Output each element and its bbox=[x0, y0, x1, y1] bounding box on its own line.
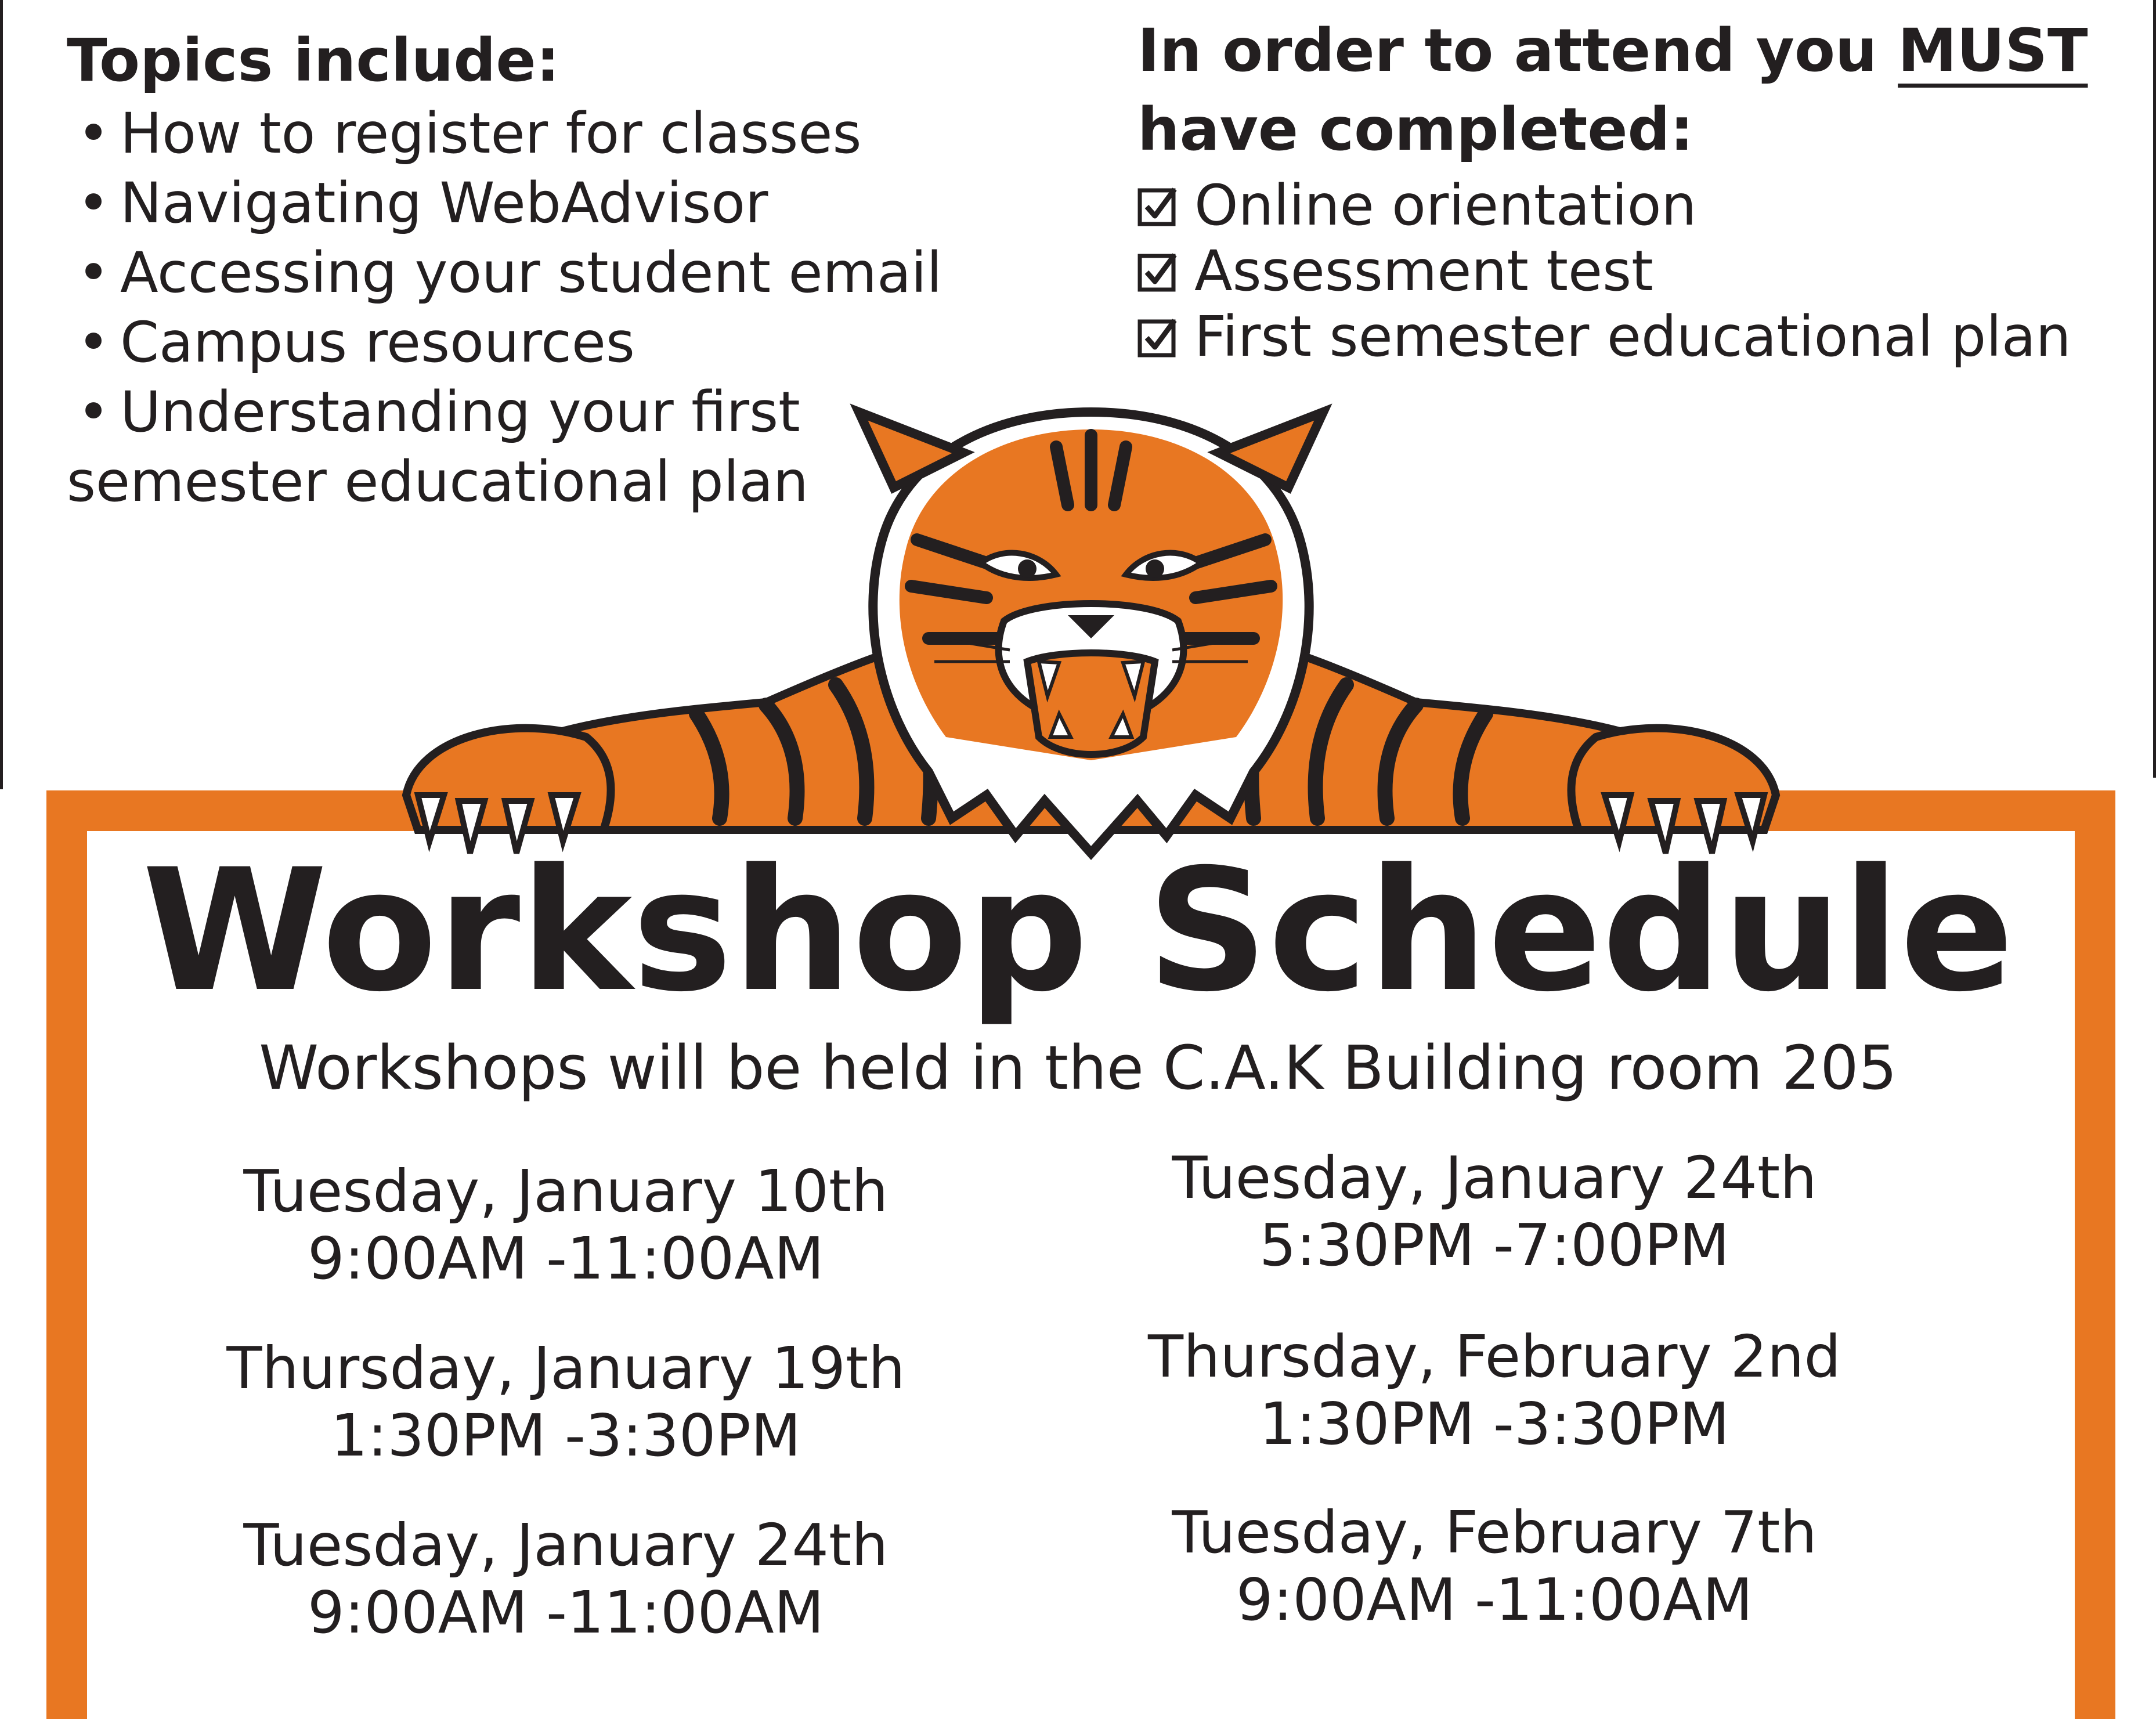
session-time: 5:30PM -7:00PM bbox=[1259, 1211, 1730, 1279]
must-emphasis: MUST bbox=[1898, 16, 2088, 85]
topic-item: • Navigating WebAdvisor bbox=[67, 168, 1007, 238]
checked-box-icon bbox=[1137, 317, 1178, 357]
session-time: 1:30PM -3:30PM bbox=[330, 1402, 801, 1469]
topic-item: • Understanding your first bbox=[67, 377, 1007, 447]
right-border-rule bbox=[2153, 0, 2156, 778]
requirements-heading-line2: have completed: bbox=[1137, 95, 1694, 164]
bullet-icon: • bbox=[77, 380, 110, 445]
checked-box-icon bbox=[1137, 251, 1178, 292]
requirement-item: Assessment test bbox=[1137, 239, 2136, 304]
bullet-icon: • bbox=[77, 240, 110, 305]
session-day: Thursday, February 2nd bbox=[1148, 1323, 1841, 1391]
session-time: 9:00AM -11:00AM bbox=[308, 1579, 824, 1646]
session-entry bbox=[1120, 1499, 1869, 1634]
session-time: 9:00AM -11:00AM bbox=[308, 1225, 824, 1292]
requirements-section bbox=[1137, 12, 2136, 370]
tiger-mascot-icon bbox=[395, 389, 1787, 871]
session-day: Tuesday, January 10th bbox=[243, 1157, 889, 1225]
requirement-item: Online orientation bbox=[1137, 173, 2136, 239]
topics-heading: Topics include: bbox=[67, 26, 560, 95]
requirements-heading: In order to attend you MUST bbox=[1137, 16, 2088, 85]
requirement-item: First semester educational plan bbox=[1137, 304, 2136, 370]
session-day: Tuesday, January 24th bbox=[1172, 1144, 1817, 1212]
topic-item-continuation: semester educational plan bbox=[67, 449, 808, 514]
topic-item: • How to register for classes bbox=[67, 99, 1007, 168]
bullet-icon: • bbox=[77, 310, 110, 375]
session-time: 9:00AM -11:00AM bbox=[1236, 1566, 1753, 1634]
session-time: 1:30PM -3:30PM bbox=[1259, 1390, 1730, 1458]
session-entry bbox=[1120, 1323, 1869, 1458]
topic-item: • Accessing your student email bbox=[67, 238, 1007, 308]
checked-box-icon bbox=[1137, 186, 1178, 226]
session-day: Thursday, January 19th bbox=[226, 1334, 905, 1402]
page-title: Workshop Schedule bbox=[142, 833, 2014, 1029]
location-text: Workshops will be held in the C.A.K Building room 205 bbox=[259, 1032, 1897, 1103]
session-entry bbox=[192, 1335, 940, 1469]
session-entry bbox=[1120, 1144, 1869, 1279]
session-entry bbox=[192, 1158, 940, 1292]
left-border-rule bbox=[0, 0, 3, 789]
bullet-icon: • bbox=[77, 171, 110, 236]
bullet-icon: • bbox=[77, 101, 110, 166]
requirements-list bbox=[1137, 173, 2136, 370]
topic-item: • Campus resources bbox=[67, 308, 1007, 377]
session-day: Tuesday, January 24th bbox=[243, 1511, 889, 1579]
session-entry bbox=[192, 1512, 940, 1646]
session-day: Tuesday, February 7th bbox=[1172, 1498, 1817, 1566]
